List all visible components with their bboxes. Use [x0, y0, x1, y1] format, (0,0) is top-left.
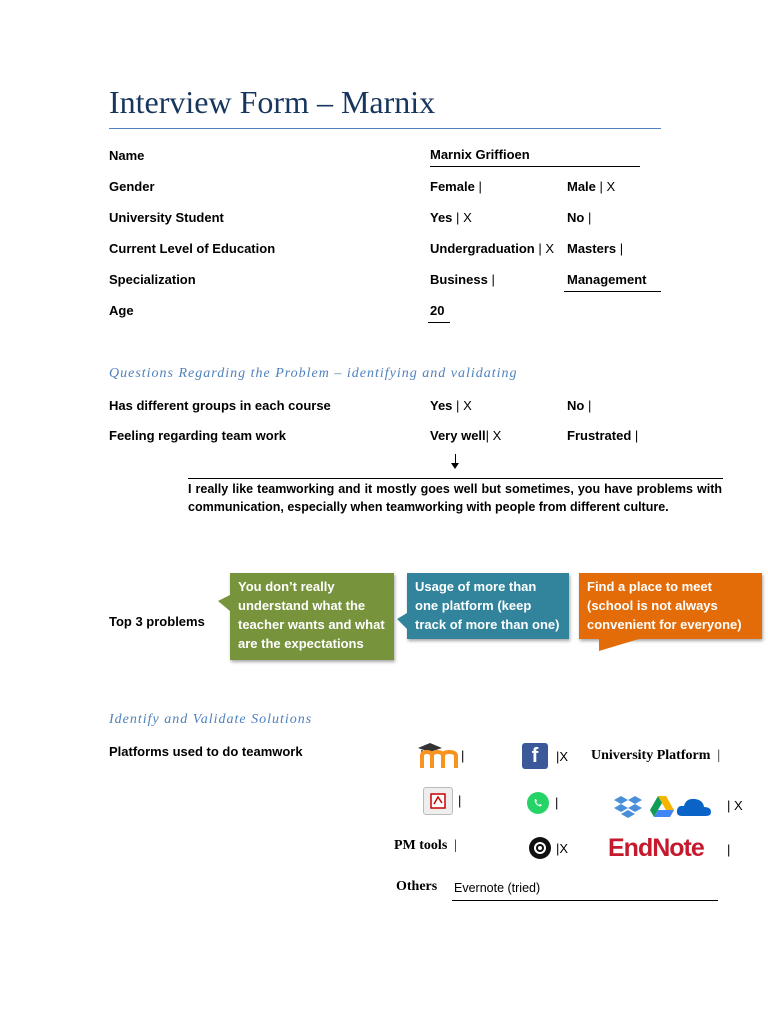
student-no-option[interactable]: No |: [567, 210, 592, 225]
cloud-storage-icons[interactable]: [612, 792, 714, 820]
skype-sep: |X: [556, 841, 569, 856]
problem-callout-2: Usage of more than one platform (keep track of more than one): [407, 573, 569, 639]
teamwork-well-mark: X: [492, 428, 502, 443]
education-under-option[interactable]: Undergraduation | X: [430, 241, 555, 256]
student-yes-option[interactable]: Yes | X: [430, 210, 472, 225]
groups-yes-option[interactable]: Yes | X: [430, 398, 472, 413]
gender-label: Gender: [109, 179, 155, 194]
problem-section-heading: Questions Regarding the Problem – identifying and validating: [109, 366, 518, 381]
callout-3-tail: [599, 639, 639, 651]
specialization-value[interactable]: Management: [567, 272, 647, 287]
education-masters-option[interactable]: Masters |: [567, 241, 624, 256]
groups-yes-mark: X: [463, 398, 472, 413]
facebook-icon[interactable]: f: [522, 743, 548, 769]
specialization-label: Specialization: [109, 272, 196, 287]
teamwork-label: Feeling regarding team work: [109, 428, 286, 443]
callout-1-tail: [218, 595, 230, 611]
groups-no-option[interactable]: No |: [567, 398, 592, 413]
facebook-mark: X: [559, 749, 569, 764]
whatsapp-sep: |: [555, 795, 559, 810]
student-yes-mark: X: [463, 210, 472, 225]
cloud-sep: | X: [727, 798, 743, 813]
teamwork-comment[interactable]: I really like teamworking and it mostly goes well but sometimes, you have problems with communication, especially when teamworking with people from different culture.: [188, 482, 722, 514]
education-under-mark: X: [545, 241, 555, 256]
name-underline: [430, 166, 640, 167]
endnote-logo[interactable]: EndNote: [608, 834, 704, 862]
cloud-mark: X: [734, 798, 743, 813]
student-label: University Student: [109, 210, 224, 225]
blackboard-sep: |: [458, 793, 462, 808]
others-underline: [452, 900, 718, 901]
pm-tools-option[interactable]: PM tools |: [394, 838, 458, 853]
solutions-section-heading: Identify and Validate Solutions: [109, 712, 313, 727]
teamwork-frustrated-option[interactable]: Frustrated |: [567, 428, 639, 443]
moodle-sep: |: [461, 748, 465, 763]
university-platform-option[interactable]: University Platform |: [591, 748, 721, 763]
groups-label: Has different groups in each course: [109, 398, 331, 413]
others-value[interactable]: Evernote (tried): [454, 881, 541, 895]
gender-male-mark: X: [606, 179, 616, 194]
platforms-label: Platforms used to do teamwork: [109, 744, 303, 759]
callout-2-tail: [397, 613, 407, 629]
comment-rule: [188, 478, 723, 479]
age-value[interactable]: 20: [430, 303, 445, 318]
name-label: Name: [109, 148, 145, 163]
problem-callout-1: You don’t really understand what the teacher wants and what are the expectations: [230, 573, 394, 660]
whatsapp-icon[interactable]: [527, 792, 549, 814]
skype-icon[interactable]: [529, 837, 551, 859]
problem-callout-3: Find a place to meet (school is not always convenient for everyone): [579, 573, 762, 639]
gender-male-option[interactable]: Male | X: [567, 179, 616, 194]
title-underline: [109, 128, 661, 129]
dropbox-drive-onedrive-icon: [612, 792, 714, 820]
education-label: Current Level of Education: [109, 241, 276, 256]
moodle-icon[interactable]: [416, 740, 458, 770]
page-title: Interview Form – Marnix: [109, 84, 436, 120]
age-label: Age: [109, 303, 134, 318]
others-label: Others: [396, 879, 438, 894]
facebook-sep: |X: [556, 749, 569, 764]
gender-female-option[interactable]: Female |: [430, 179, 482, 194]
endnote-sep: |: [727, 842, 731, 857]
teamwork-well-option[interactable]: Very well| X: [430, 428, 502, 443]
skype-mark: X: [559, 841, 569, 856]
down-arrow-head-icon: [451, 463, 459, 469]
age-underline: [428, 322, 450, 323]
blackboard-icon[interactable]: [423, 787, 453, 815]
name-value[interactable]: Marnix Griffioen: [430, 147, 530, 162]
top3-label: Top 3 problems: [109, 614, 205, 629]
specialization-underline: [564, 291, 661, 292]
specialization-business-option[interactable]: Business |: [430, 272, 495, 287]
